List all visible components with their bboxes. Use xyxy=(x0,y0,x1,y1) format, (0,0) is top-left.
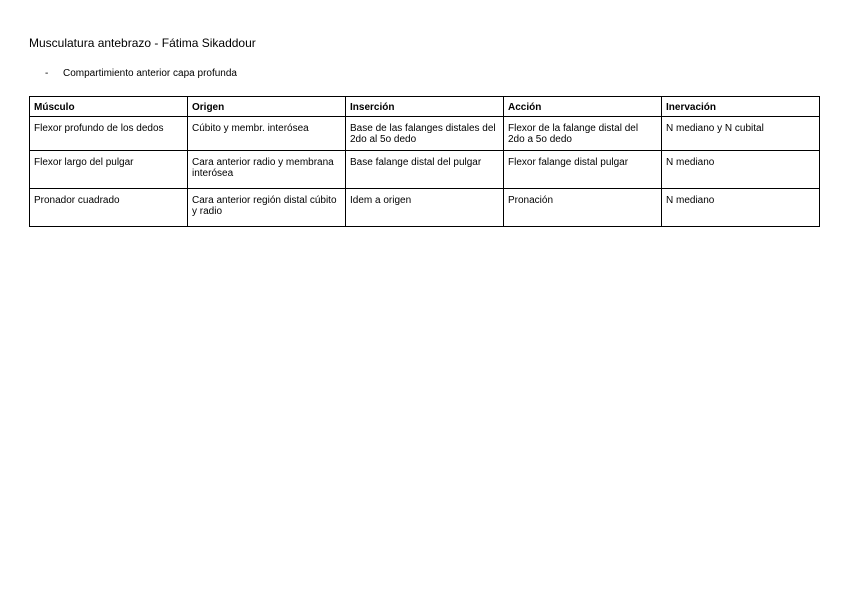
table-cell: Pronador cuadrado xyxy=(30,189,188,227)
header-inervacion: Inervación xyxy=(662,97,820,117)
bullet-item xyxy=(45,68,237,80)
table-cell: Idem a origen xyxy=(346,189,504,227)
table-cell: N mediano xyxy=(662,151,820,189)
table-cell: Cara anterior radio y membrana interósea xyxy=(188,151,346,189)
table-header-row xyxy=(30,97,820,117)
table-cell: Cúbito y membr. interósea xyxy=(188,117,346,151)
table-cell: Pronación xyxy=(504,189,662,227)
table-cell: Flexor largo del pulgar xyxy=(30,151,188,189)
page-title: Musculatura antebrazo - Fátima Sikaddour xyxy=(29,36,256,50)
table-cell: N mediano xyxy=(662,189,820,227)
table-row xyxy=(30,189,820,227)
header-musculo: Músculo xyxy=(30,97,188,117)
table-cell: Flexor falange distal pulgar xyxy=(504,151,662,189)
bullet-marker: - xyxy=(45,68,49,79)
table-cell: N mediano y N cubital xyxy=(662,117,820,151)
table-cell: Base de las falanges distales del 2do al 5o dedo xyxy=(346,117,504,151)
muscle-table xyxy=(29,96,820,227)
bullet-text: Compartimiento anterior capa profunda xyxy=(63,68,237,79)
table-cell: Flexor de la falange distal del 2do a 5o dedo xyxy=(504,117,662,151)
header-insercion: Inserción xyxy=(346,97,504,117)
table-row xyxy=(30,117,820,151)
table-cell: Flexor profundo de los dedos xyxy=(30,117,188,151)
table-cell: Base falange distal del pulgar xyxy=(346,151,504,189)
header-origen: Origen xyxy=(188,97,346,117)
table-row xyxy=(30,151,820,189)
table-cell: Cara anterior región distal cúbito y radio xyxy=(188,189,346,227)
header-accion: Acción xyxy=(504,97,662,117)
